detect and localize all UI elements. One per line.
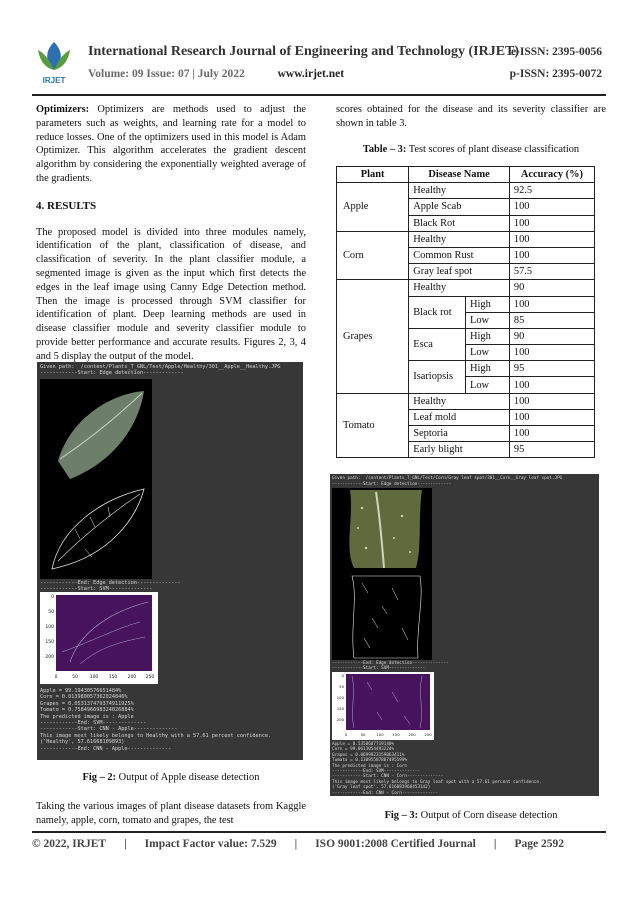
fig2-label: Fig – 2: [82, 772, 117, 783]
fig2-results: Apple = 99.19430576651484% Corn = 0.013980057362024846% Grapes = 0.053137479374911925% Tomato = 0.758496698324026884% The predicted image is : Apple ------------End: SVM-------------- ------------Start: CNN - Apple-------------- This image most likely belongs to Healthy with a 57.61 percent confidence. ('Healthy', 57.61668109893) ------------End: CNN - Apple-------------- [40, 688, 272, 752]
footer-copyright: © 2022, IRJET [32, 838, 107, 850]
fig2-caption [36, 772, 306, 783]
fig2-end-edge: ------------End: Edge detection-------------- [40, 580, 181, 586]
table-cell: 100 [509, 231, 594, 247]
table-cell: Low [465, 312, 509, 328]
footer-impact: Impact Factor value: 7.529 [144, 838, 277, 850]
plant-grapes: Grapes [337, 280, 409, 393]
table-cell: 100 [509, 393, 594, 409]
fig3-ytick-0: 0 [341, 673, 344, 678]
col-accuracy: Accuracy (%) [509, 167, 594, 183]
footer-separator: | [493, 838, 497, 850]
table-cell: Healthy [409, 183, 510, 199]
table-row [337, 280, 595, 296]
table-cell: Esca [409, 328, 466, 360]
fig3-ytick-1: 50 [339, 684, 344, 689]
footer-iso: ISO 9001:2008 Certified Journal [315, 838, 476, 850]
pissn: p-ISSN: 2395-0072 [509, 68, 602, 80]
table-cell: Low [465, 345, 509, 361]
table-cell: High [465, 361, 509, 377]
optimizers-text: Optimizers are methods used to adjust the parameters such as weights, and learning rate for a model to reduce losses. One of the optimizers used in this model is Adam Optimizer. This algorithm accelerates the gradient descent algorithm by considering the exponentially weighted average of the gradients. [36, 104, 306, 184]
table-cell: High [465, 296, 509, 312]
table-header-row [337, 167, 595, 183]
fig2-path: Given path: /content/Plants_T_GNL/Test/Apple/Healthy/301__Apple__Healthy.JPG [40, 364, 281, 370]
logo-text: IRJET [42, 76, 66, 85]
journal-title: International Research Journal of Engineering and Technology (IRJET) [88, 44, 520, 59]
table-cell: 100 [509, 296, 594, 312]
table-cell: High [465, 328, 509, 344]
col-disease: Disease Name [409, 167, 510, 183]
table-caption-text: Test scores of plant disease classification [406, 144, 580, 155]
table-cell: Low [465, 377, 509, 393]
fig3-xtick-5: 250 [424, 732, 432, 737]
fig2-xtick-4: 200 [127, 675, 137, 680]
table-cell: Apple Scab [409, 199, 510, 215]
plant-apple: Apple [337, 183, 409, 232]
fig3-start-svm: ------------Start: SVM-------------- [332, 666, 426, 671]
table-cell: Gray leaf spot [409, 264, 510, 280]
page-footer [32, 838, 606, 850]
optimizers-paragraph [36, 103, 306, 186]
table-row [337, 183, 595, 199]
table-row [337, 393, 595, 409]
fig3-xtick-1: 50 [360, 732, 366, 737]
table-cell: Black Rot [409, 215, 510, 231]
fig3-xtick-4: 200 [408, 732, 416, 737]
irjet-logo-icon [34, 40, 74, 86]
left-bottom-paragraph: Taking the various images of plant disease datasets from Kaggle namely, apple, corn, tomato and grapes, the test [36, 801, 306, 826]
col-plant: Plant [337, 167, 409, 183]
fig2-xtick-2: 100 [89, 675, 99, 680]
fig2-caption-text: Output of Apple disease detection [116, 772, 260, 783]
fig2-ytick-0: 0 [51, 595, 54, 600]
results-paragraph: The proposed model is divided into three modules namely, identification of the plant, classification of disease, and classification of severity. In the plant classifier module, a segmented image is given as the input which first detects the edges in the leaf image using Canny Edge Detection method. Then the image is processed through SVM classifier for identification of plant. Deep learning methods are used in disease classifier module and severity classifier module to provide better performance and accurate results. Figures 2, 3, 4 and 5 display the output of the model. [36, 226, 306, 362]
footer-page: Page 2592 [514, 838, 564, 850]
table-cell: 100 [509, 426, 594, 442]
table-cell: Healthy [409, 231, 510, 247]
results-table [336, 166, 595, 458]
table-cell: Common Rust [409, 247, 510, 263]
plant-corn: Corn [337, 231, 409, 280]
fig3-xtick-0: 0 [344, 732, 348, 737]
fig2-xtick-1: 50 [72, 675, 78, 680]
fig2-ytick-4: 200 [45, 655, 54, 660]
table-cell: 100 [509, 345, 594, 361]
footer-separator: | [124, 838, 127, 850]
fig3-end-edge: ------------End: Edge detection-------------- [332, 661, 449, 666]
header-rule [32, 94, 606, 96]
left-column [36, 103, 306, 374]
fig3-plot-svg [332, 672, 434, 740]
table-label: Table – 3: [362, 144, 407, 155]
fig3-results: Apple = 0.5350607719140% Corn = 99.0613054493224% Grapes = 0.0699923159063411% Tomato = 0.13095587807495599% The predicted image is : Corn ------------End: SVM-------------- ------------Start: CNN - Corn-------------- This image most likely belongs to Gray leaf spot with a 57.61 percent confidence. ('Gray leaf spot', 57.616082968453142) ------------End: CNN - Corn-------------- [332, 742, 542, 796]
fig2-start-edge: ------------Start: Edge detection------------- [40, 370, 184, 376]
fig3-plot [332, 672, 434, 740]
fig2-plot-svg [40, 592, 158, 684]
fig3-xtick-3: 150 [392, 732, 400, 737]
fig2-ytick-2: 100 [45, 625, 54, 630]
fig2-xtick-0: 0 [54, 675, 58, 680]
fig3-ytick-3: 150 [336, 706, 344, 711]
table-cell: 92.5 [509, 183, 594, 199]
footer-separator: | [294, 838, 298, 850]
issue-line [88, 68, 344, 80]
table-cell: Isariopsis [409, 361, 466, 393]
fig3-ytick-4: 200 [336, 717, 344, 722]
fig2-xtick-3: 150 [108, 675, 118, 680]
fig2-leaf-images [40, 379, 152, 579]
table-cell: 100 [509, 215, 594, 231]
fig2-output-image [37, 362, 303, 760]
right-intro-paragraph: scores obtained for the disease and its severity classifier are shown in table 3. [336, 104, 606, 129]
fig3-output-image [330, 474, 599, 796]
table-cell: 85 [509, 312, 594, 328]
table-cell: Septoria [409, 426, 510, 442]
fig3-leaf-images [332, 488, 432, 660]
table-cell: 100 [509, 247, 594, 263]
fig3-ytick-2: 100 [336, 695, 344, 700]
table-cell: 90 [509, 280, 594, 296]
fig3-xtick-2: 100 [376, 732, 384, 737]
fig2-start-svm: ------------Start: SVM-------------- [40, 586, 153, 592]
fig2-xtick-5: 250 [145, 675, 155, 680]
table-cell: 95 [509, 361, 594, 377]
page-header [0, 38, 638, 92]
fig3-caption [336, 810, 606, 821]
table-caption [336, 144, 606, 155]
table-cell: 95 [509, 442, 594, 458]
fig2-plot [40, 592, 158, 684]
fig2-ytick-3: 150 [45, 640, 54, 645]
fig3-path: Given path: /content/Plants_T_GNL/Test/Corn/Gray leaf spot/301__Corn__Gray leaf spot.JPG [332, 476, 563, 481]
volume-issue: Volume: 09 Issue: 07 | July 2022 [88, 68, 245, 80]
table-cell: 100 [509, 199, 594, 215]
footer-rule [32, 831, 606, 833]
journal-website[interactable]: www.irjet.net [277, 68, 345, 80]
table-cell: 100 [509, 377, 594, 393]
table-cell: Early blight [409, 442, 510, 458]
table-cell: 100 [509, 409, 594, 425]
fig3-label: Fig – 3: [384, 810, 419, 821]
fig3-start-edge: ------------Start: Edge detection------------- [332, 482, 451, 487]
table-cell: Black rot [409, 296, 466, 328]
table-cell: 57.5 [509, 264, 594, 280]
eissn: e-ISSN: 2395-0056 [510, 46, 602, 58]
fig2-ytick-1: 50 [48, 610, 54, 615]
table-cell: Healthy [409, 393, 510, 409]
table-row [337, 231, 595, 247]
plant-tomato: Tomato [337, 393, 409, 458]
table-cell: Leaf mold [409, 409, 510, 425]
table-cell: 90 [509, 328, 594, 344]
fig3-caption-text: Output of Corn disease detection [418, 810, 558, 821]
optimizers-label: Optimizers: [36, 104, 90, 115]
results-heading: 4. RESULTS [36, 199, 97, 212]
table-cell: Healthy [409, 280, 510, 296]
